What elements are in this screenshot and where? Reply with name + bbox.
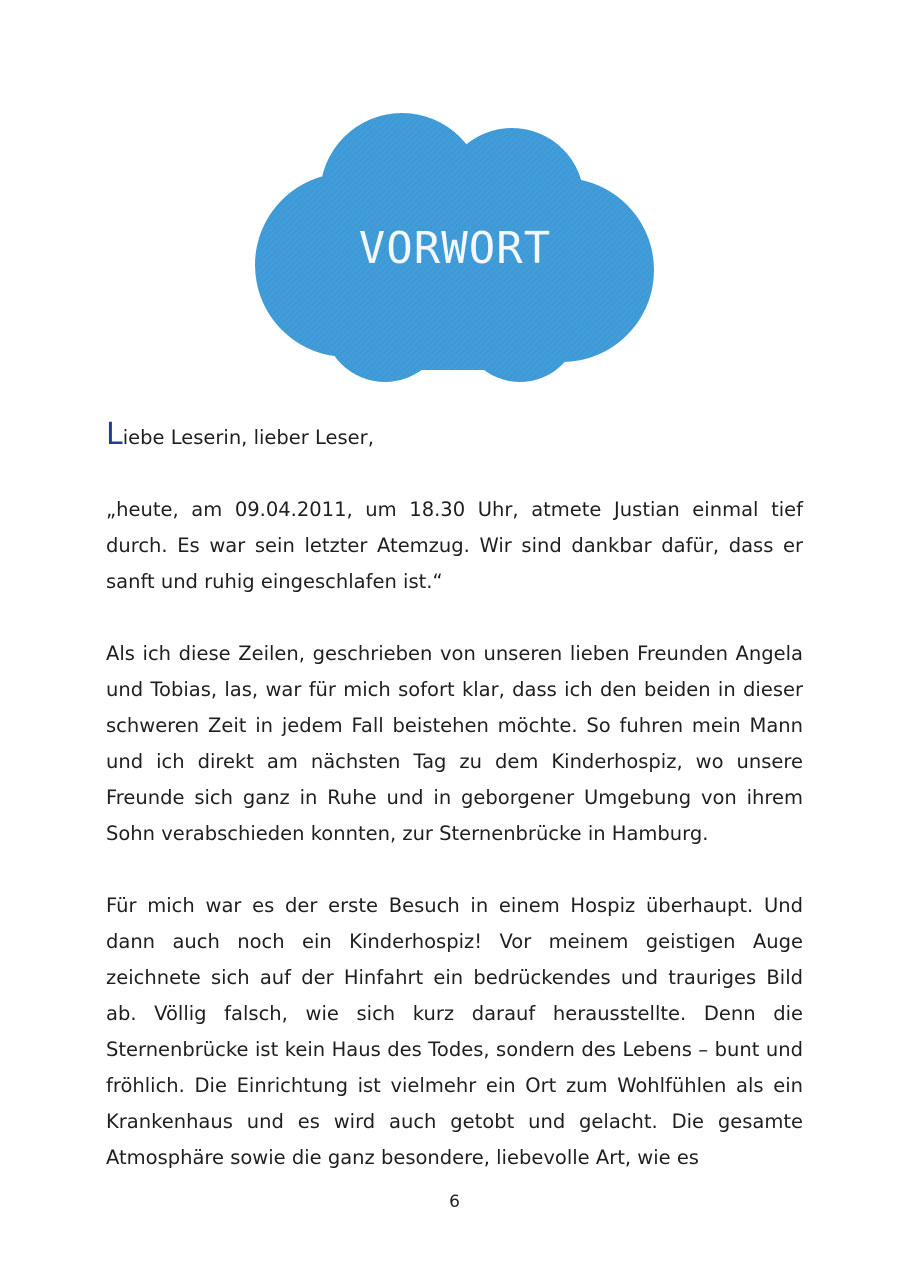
page-number: 6 — [449, 1192, 460, 1212]
paragraph-2: Als ich diese Zeilen, geschrieben von unseren lieben Freunden Angela und Tobias, las, war für mich sofort klar, dass ich den beiden in dieser schweren Zeit in jedem Fall beistehen möchte. So fuhren mein Mann und ich direkt am nächsten Tag zu dem Kinderhospiz, wo unsere Freunde sich ganz in Ruhe und in geborgener Umgebung von ihrem Sohn verabschieden konnten, zur Sternenbrücke in Hamburg. — [106, 642, 803, 845]
salutation-text: iebe Leserin, lieber Leser, — [122, 426, 374, 449]
page-title: VORWORT — [358, 223, 552, 274]
paragraph-3: Für mich war es der erste Besuch in einem Hospiz überhaupt. Und dann auch noch ein Kinderhospiz! Vor meinem geistigen Auge zeichnete sich auf der Hinfahrt ein bedrückendes und trauriges Bild ab. Völlig falsch, wie sich kurz darauf herausstellte. Denn die Sternenbrücke ist kein Haus des Todes, sondern des Lebens – bunt und fröhlich. Die Einrichtung ist vielmehr ein Ort zum Wohlfühlen als ein Krankenhaus und es wird auch getobt und gelacht. Die gesamte Atmosphäre sowie die ganz besondere, liebevolle Art, wie es — [106, 894, 803, 1169]
cloud-icon — [250, 100, 660, 385]
paragraph-quote: „heute, am 09.04.2011, um 18.30 Uhr, atmete Justian einmal tief durch. Es war sein letzter Atemzug. Wir sind dankbar dafür, dass er sanft und ruhig eingeschlafen ist.“ — [106, 498, 803, 593]
heading-cloud — [250, 100, 660, 385]
salutation — [106, 417, 803, 456]
dropcap-letter: L — [106, 417, 123, 452]
body-text — [106, 417, 803, 1212]
